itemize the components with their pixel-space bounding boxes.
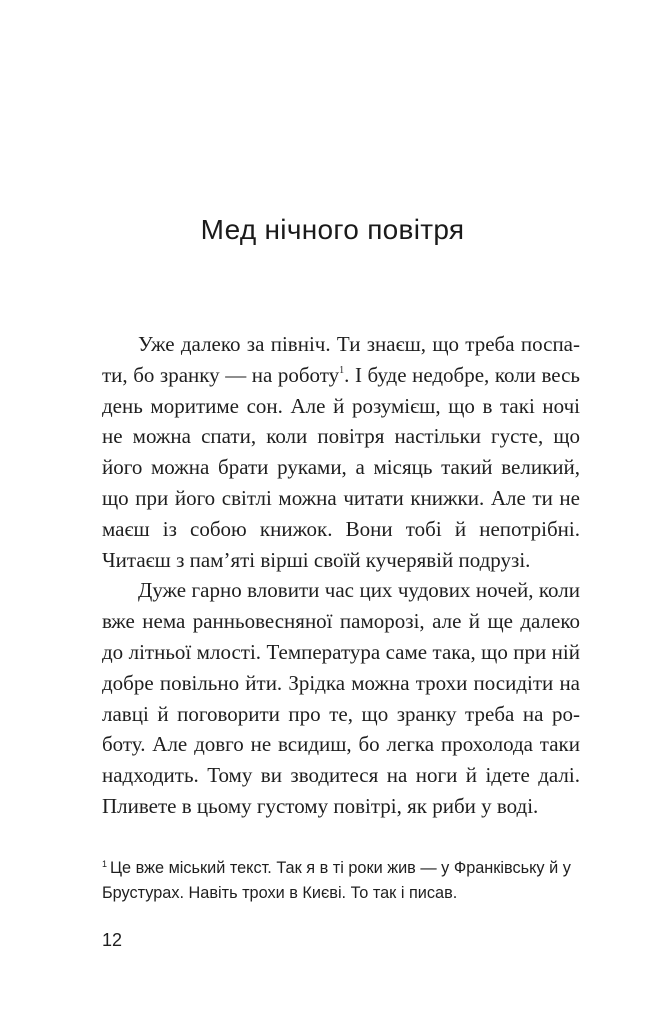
footnote (102, 856, 582, 906)
paragraph-2: Дуже гарно вловити час цих чудових ночей, коли вже нема ранньовесняної паморозі, але й ще далеко до літньої млості. Температура саме така, що при ній добре повільно йти. Зрідка можна трохи посидіти на лавці й поговорити про те, що зранку треба на роботу. Але довго не всидиш, бо легка прохолода таки надходить. Тому ви зводитеся на ноги й ідете далі. Пливете в цьому густому повітрі, як риби у воді. (102, 578, 580, 818)
paragraph-1-text-end: . І буде недобре, коли весь день моритиме сон. Але й розумієш, що в такі ночі не можна спати, коли повітря настільки густе, що його можна брати руками, а місяць такий великий, що при його світлі можна читати книжки. Але ти не маєш із собою книжок. Вони тобі й непотрібні. Читаєш з пам’яті вірші своїй кучерявій подрузі. (102, 362, 580, 572)
paragraph-1-text-start: Уже далеко за північ. Ти знаєш, що треба поспати, бо зранку — на роботу (102, 332, 580, 387)
page-number: 12 (102, 930, 123, 950)
footnote-reference[interactable]: 1 (339, 364, 345, 376)
footnote-marker: 1 (102, 859, 108, 869)
paragraph-1 (102, 329, 580, 575)
body-text (102, 329, 580, 822)
footnote-text: Це вже міський текст. Так я в ті роки жив — у Франківську й у Брустурах. Навіть трохи в Києві. То так і писав. (102, 859, 571, 902)
chapter-title: Мед нічного повітря (200, 214, 465, 245)
